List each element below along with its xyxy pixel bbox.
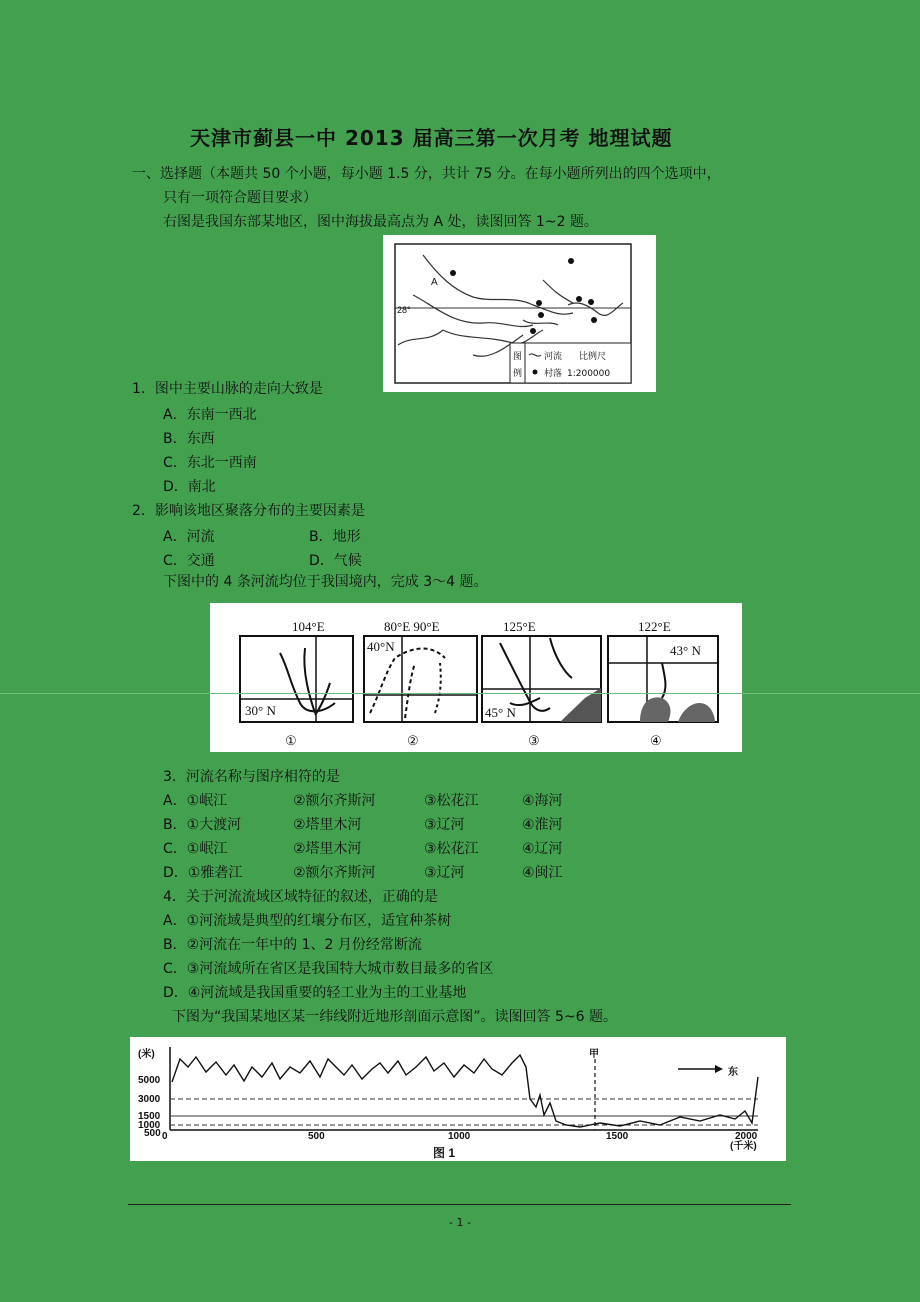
footer-rule bbox=[128, 1204, 791, 1205]
q1-option-b: B．东西 bbox=[163, 431, 215, 447]
page-title: 天津市蓟县一中 2013 届高三第一次月考 地理试题 bbox=[190, 126, 673, 150]
q2-option-b: B．地形 bbox=[309, 529, 361, 545]
panel4-longitude: 122°E bbox=[638, 619, 671, 634]
map1-legend-scale-label: 比例尺 bbox=[579, 352, 607, 362]
q4-option-b: B．②河流在一年中的 1、2 月份经常断流 bbox=[163, 937, 422, 953]
panel2-latitude: 40°N bbox=[367, 639, 395, 654]
q3-c-3: ③松花江 bbox=[424, 841, 479, 857]
q2-option-a: A．河流 bbox=[163, 529, 215, 545]
q3-a-4: ④海河 bbox=[522, 793, 563, 809]
river-maps-figure bbox=[210, 603, 742, 752]
q3-a-3: ③松花江 bbox=[424, 793, 479, 809]
q4-option-c: C．③河流域所在省区是我国特大城市数目最多的省区 bbox=[163, 961, 494, 977]
q3-c-1: C．①岷江 bbox=[163, 841, 228, 857]
panel3-latitude: 45° N bbox=[485, 705, 516, 720]
section-instructions-line2: 只有一项符合题目要求） bbox=[163, 190, 317, 206]
y-axis-unit: (米) bbox=[138, 1049, 155, 1060]
map1-legend-river: 河流 bbox=[544, 352, 563, 362]
q1-option-a: A．东南一西北 bbox=[163, 407, 257, 423]
panel3-longitude: 125°E bbox=[503, 619, 536, 634]
x-axis-unit: (千米) bbox=[730, 1141, 757, 1152]
intro-q1-2: 右图是我国东部某地区，图中海拔最高点为 A 处，读图回答 1~2 题。 bbox=[163, 214, 598, 230]
q3-d-4: ④闽江 bbox=[522, 865, 563, 881]
panel1-latitude: 30° N bbox=[245, 703, 276, 718]
y-tick-500: 500 bbox=[144, 1128, 161, 1139]
q1-option-c: C．东北一西南 bbox=[163, 455, 257, 471]
x-tick-1500: 1500 bbox=[606, 1131, 629, 1142]
q3-a-2: ②额尔齐斯河 bbox=[293, 793, 376, 809]
map1-legend-title-top: 图 bbox=[513, 352, 523, 362]
x-tick-500: 500 bbox=[308, 1131, 325, 1142]
q1-option-d: D．南北 bbox=[163, 479, 216, 495]
q2-stem: 2．影响该地区聚落分布的主要因素是 bbox=[132, 503, 365, 519]
panel4-latitude: 43° N bbox=[670, 643, 701, 658]
q4-option-d: D．④河流域是我国重要的轻工业为主的工业基地 bbox=[163, 985, 467, 1001]
q4-stem: 4．关于河流流域区域特征的叙述，正确的是 bbox=[163, 889, 438, 905]
map1-latitude-label: 28° bbox=[397, 305, 411, 315]
x-tick-2000: 2000 bbox=[735, 1131, 758, 1142]
page-divider bbox=[0, 693, 920, 694]
x-tick-1000: 1000 bbox=[448, 1131, 471, 1142]
q1-stem: 1．图中主要山脉的走向大致是 bbox=[132, 381, 323, 397]
map1-legend-scale: 1:200000 bbox=[567, 369, 611, 379]
q2-option-d: D．气候 bbox=[309, 553, 362, 569]
y-tick-5000: 5000 bbox=[138, 1075, 161, 1086]
q4-option-a: A．①河流域是典型的红壤分布区，适宜种茶树 bbox=[163, 913, 452, 929]
panel4-number: ④ bbox=[650, 733, 662, 748]
map1-legend-title-bottom: 例 bbox=[513, 369, 523, 379]
q3-b-4: ④淮河 bbox=[522, 817, 563, 833]
q3-a-1: A．①岷江 bbox=[163, 793, 228, 809]
q3-d-1: D．①雅砻江 bbox=[163, 865, 243, 881]
marker-jia: 甲 bbox=[589, 1049, 599, 1060]
section-instructions-line1: 一、选择题（本题共 50 个小题，每小题 1.5 分，共计 75 分。在每小题所列出的四个选项中， bbox=[132, 166, 721, 182]
q3-c-4: ④辽河 bbox=[522, 841, 563, 857]
direction-label: 东 bbox=[728, 1067, 738, 1078]
q3-b-2: ②塔里木河 bbox=[293, 817, 362, 833]
intro-q3-4: 下图中的 4 条河流均位于我国境内，完成 3～4 题。 bbox=[163, 574, 488, 590]
q3-d-3: ③辽河 bbox=[424, 865, 465, 881]
terrain-profile-figure bbox=[130, 1037, 786, 1161]
q3-stem: 3．河流名称与图序相符的是 bbox=[163, 769, 340, 785]
panel1-longitude: 104°E bbox=[292, 619, 325, 634]
q3-d-2: ②额尔齐斯河 bbox=[293, 865, 376, 881]
q2-option-c: C．交通 bbox=[163, 553, 215, 569]
map1-point-a-label: A bbox=[431, 277, 438, 288]
panel3-number: ③ bbox=[528, 733, 540, 748]
intro-q5-6: 下图为“我国某地区某一纬线附近地形剖面示意图”。读图回答 5~6 题。 bbox=[172, 1009, 617, 1025]
q3-c-2: ②塔里木河 bbox=[293, 841, 362, 857]
q3-b-1: B．①大渡河 bbox=[163, 817, 242, 833]
x-tick-0: 0 bbox=[162, 1131, 168, 1142]
panel2-longitude: 80°E 90°E bbox=[384, 619, 440, 634]
panel2-number: ② bbox=[407, 733, 419, 748]
page-number: - 1 - bbox=[449, 1216, 471, 1229]
y-tick-1000: 1000 bbox=[138, 1120, 161, 1131]
map1-legend-village: 村落 bbox=[544, 369, 563, 379]
y-tick-3000: 3000 bbox=[138, 1094, 161, 1105]
legend-village-symbol bbox=[533, 370, 538, 375]
profile-caption: 图 1 bbox=[433, 1146, 456, 1160]
panel1-number: ① bbox=[285, 733, 297, 748]
q3-b-3: ③辽河 bbox=[424, 817, 465, 833]
y-tick-1500: 1500 bbox=[138, 1111, 161, 1122]
regional-map-figure bbox=[383, 235, 656, 392]
